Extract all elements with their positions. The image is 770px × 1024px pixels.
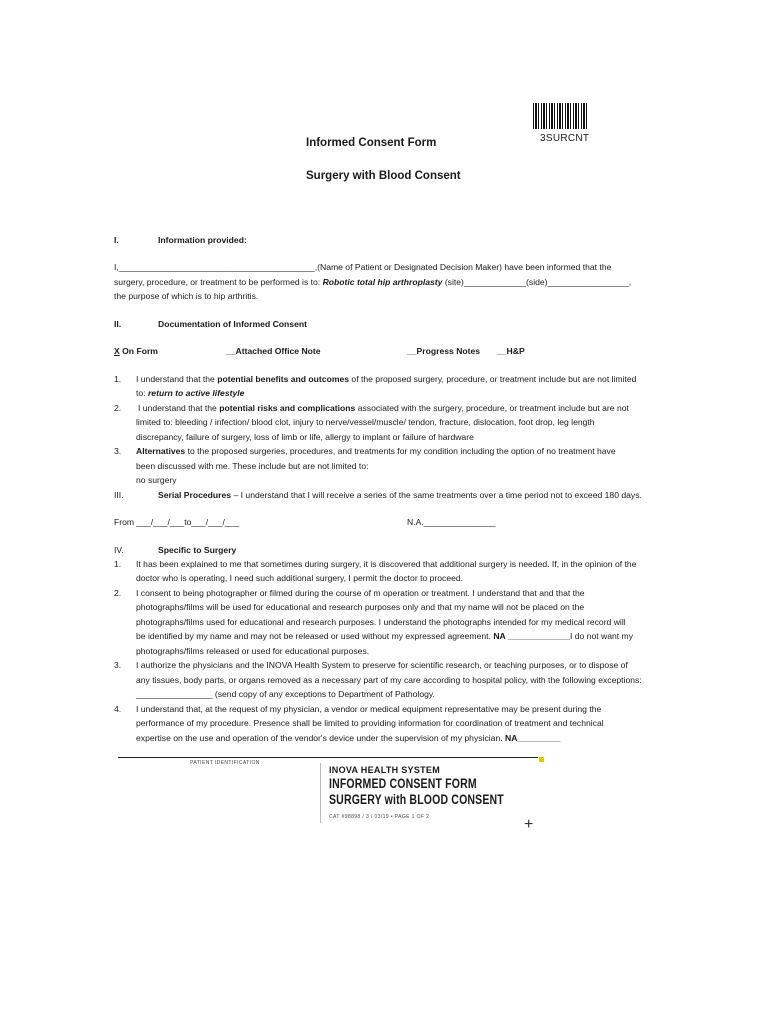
- from-date-blanks[interactable]: From ___/___/___to___/___/___: [114, 517, 240, 527]
- line-text: to:: [136, 388, 146, 398]
- item-3-line-1: [136, 444, 616, 459]
- form-title: Informed Consent Form: [306, 137, 437, 149]
- surgery-item-2-number: 2.: [114, 588, 122, 598]
- line-text: surgery, procedure, or treatment to be performed is to:: [114, 277, 321, 287]
- section-4-number: IV.: [114, 545, 124, 555]
- section-1-line-2: [114, 275, 631, 290]
- catalog-line: CAT #98898 / 3 / 03/19 • PAGE 1 OF 2: [329, 814, 430, 820]
- footer-form-title: INFORMED CONSENT FORM: [329, 776, 477, 791]
- line-text: to the proposed surgeries, procedures, and treatments for my condition including the option of no treatment have: [187, 446, 616, 456]
- surgery-item-3-line-2: any tissues, body parts, or organs removed as a necessary part of my care according to hospital policy, with the following exceptions:: [136, 675, 642, 685]
- surgery-item-1-line-2: doctor who is operating, I need such additional surgery, I permit the doctor to proceed.: [136, 573, 464, 583]
- benefit-text: return to active lifestyle: [147, 388, 245, 398]
- option-on-form[interactable]: [114, 344, 158, 359]
- item-2-line-3: discrepancy, failure of surgery, loss of limb or life, allergy to implant or failure of hardware: [136, 432, 474, 442]
- option-progress-notes[interactable]: __Progress Notes: [407, 346, 481, 356]
- footer-rule: [118, 757, 538, 758]
- surgery-item-2-line-2: photographs/films will be used for educational and research purposes only and that my name will not be placed on the: [136, 602, 585, 612]
- marker-dot: [539, 757, 544, 762]
- section-1-number: I.: [114, 235, 119, 245]
- footer-divider: [320, 763, 321, 823]
- item-2-line-1: [138, 401, 629, 416]
- section-3-number: III.: [114, 490, 124, 500]
- line-text: I understand that the: [138, 403, 217, 413]
- section-3-heading: Serial Procedures: [158, 490, 232, 500]
- section-2-heading: Documentation of Informed Consent: [158, 319, 307, 329]
- vendor-na-blank[interactable]: NA_________: [505, 733, 561, 743]
- exceptions-blank[interactable]: ________________ (send copy of any exceptions to Department of Pathology.: [136, 689, 435, 699]
- barcode-code: 3SURCNT: [540, 133, 590, 144]
- item-1-line-2: [136, 386, 244, 401]
- surgery-item-3-line-1: I authorize the physicians and the INOVA Health System to preserve for scientific research, or teaching purposes, or to dispose of: [136, 660, 628, 670]
- bold-term: Alternatives: [136, 446, 186, 456]
- form-subtitle: Surgery with Blood Consent: [306, 170, 461, 182]
- section-1-line-1: [114, 260, 611, 275]
- line-text: associated with the surgery, procedure, or treatment include but are not: [357, 403, 629, 413]
- line-text: I do not want my: [569, 631, 634, 641]
- line-text: I understand that the: [136, 374, 215, 384]
- crosshair-mark: +: [524, 816, 534, 833]
- item-1-number: 1.: [114, 374, 122, 384]
- footer-form-subtitle: SURGERY with BLOOD CONSENT: [329, 792, 504, 807]
- surgery-item-4-line-3: [136, 731, 560, 746]
- org-name: INOVA HEALTH SYSTEM: [329, 765, 441, 775]
- line-text: – I understand that I will receive a series of the same treatments over a time period not to exceed 180 days.: [231, 490, 642, 500]
- photo-na-blank[interactable]: NA _____________: [493, 631, 570, 641]
- surgery-item-4-line-2: performance of my procedure. Presence shall be limited to providing information for coordination of treatment and technical: [136, 718, 604, 728]
- item-1-line-1: [136, 372, 636, 387]
- procedure-name: Robotic total hip arthroplasty: [322, 277, 443, 287]
- item-3-line-2: been discussed with me. These include but are not limited to:: [136, 461, 369, 471]
- bold-term: potential risks and complications: [219, 403, 356, 413]
- site-side-blanks[interactable]: (site)_____________(side)_________________,: [444, 277, 632, 287]
- line-text: (Name of Patient or Designated Decision Maker) have been informed that the: [317, 262, 612, 272]
- item-3-line-3: no surgery: [136, 475, 177, 485]
- section-4-heading: Specific to Surgery: [158, 545, 237, 555]
- surgery-item-2-line-1: I consent to being photographer or filmed during the course of m operation or treatment. I understand that and that the: [136, 588, 585, 598]
- option-check-mark: X: [114, 346, 120, 356]
- surgery-item-4-number: 4.: [114, 704, 122, 714]
- barcode: [533, 103, 587, 129]
- option-label: On Form: [119, 346, 158, 356]
- surgery-item-4-line-1: I understand that, at the request of my physician, a vendor or medical equipment representative may be present during the: [136, 704, 602, 714]
- item-2-line-2: limited to: bleeding / infection/ blood clot, injury to nerve/vessel/muscle/ tendon, fracture, dislocation, foot drop, leg length: [136, 417, 595, 427]
- surgery-item-1-line-1: It has been explained to me that sometimes during surgery, it is discovered that additional surgery is needed. If, in the opinion of the: [136, 559, 637, 569]
- item-2-number: 2.: [114, 403, 122, 413]
- serial-na-blank[interactable]: N.A._______________: [407, 517, 496, 527]
- surgery-item-1-number: 1.: [114, 559, 122, 569]
- section-2-number: II.: [114, 319, 122, 329]
- item-3-number: 3.: [114, 446, 122, 456]
- bold-term: potential benefits and outcomes: [217, 374, 350, 384]
- surgery-item-2-line-3: photographs/films used for educational and research purposes. I understand the photographs intended for my medical record will: [136, 617, 626, 627]
- surgery-item-2-line-4: [136, 629, 633, 644]
- option-attached-office-note[interactable]: __Attached Office Note: [226, 346, 321, 356]
- option-h-and-p[interactable]: __H&P: [497, 346, 525, 356]
- patient-name-blank[interactable]: I,_________________________________________,: [114, 262, 318, 272]
- surgery-item-2-line-5: photographs/films released or used for educational purposes.: [136, 646, 370, 656]
- line-text: of the proposed surgery, procedure, or treatment include but are not limited: [351, 374, 637, 384]
- section-3-line: [158, 488, 642, 503]
- section-1-line-3: the purpose of which is to hip arthritis.: [114, 291, 259, 301]
- section-1-heading: Information provided:: [158, 235, 247, 245]
- patient-identification-label: PATIENT IDENTIFICATION: [190, 760, 260, 766]
- surgery-item-3-number: 3.: [114, 660, 122, 670]
- line-text: be identified by my name and may not be released or used without my expressed agreement.: [136, 631, 491, 641]
- line-text: expertise on the use and operation of the vendor's device under the supervision of my physician.: [136, 733, 503, 743]
